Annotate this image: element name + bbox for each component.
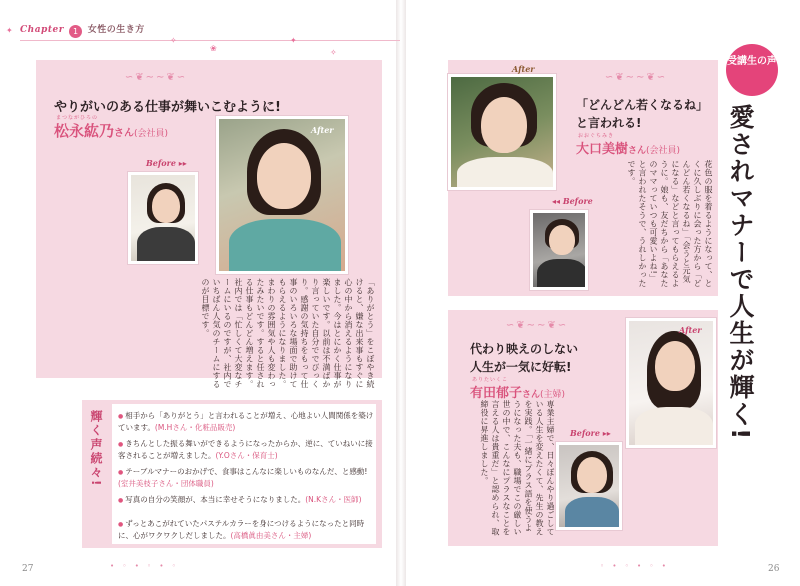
before-tag: Before ▸▸: [146, 158, 187, 168]
story2-name-ruby: ありたいくこ: [472, 377, 509, 383]
story1-before-tag: ◂◂ Before: [552, 196, 593, 206]
story1-person-name: 大口美樹さん(会社員): [576, 142, 681, 157]
voices-title: 輝く声続々!: [89, 410, 103, 488]
left-headline: やりがいのある仕事が舞いこむように!: [54, 100, 281, 115]
voice-item: ● ずっとあこがれていたパステルカラーを身につけるようになったと同時に、心がワクワクしだしました。(高橋眞由美さん・主婦): [118, 519, 365, 540]
name-ruby: まつながひろの: [56, 115, 99, 121]
ornament-icon: ∽❦∼∼❦∽: [505, 320, 569, 331]
ornament-icon: ∽❦∼∼❦∽: [604, 72, 668, 83]
story2-after-photo: [626, 318, 716, 448]
chapter-label: Chapter: [20, 25, 64, 35]
voice-item: ● きちんとした振る舞いができるようになったからか、逆に、ていねいに接客されることが増えました。(Y.Oさん・保育士): [118, 439, 373, 460]
story2-before-photo: [556, 442, 622, 530]
feature-title: 愛されマナーで人生が輝く!: [726, 104, 755, 442]
voices-box: [82, 400, 382, 548]
before-photo: [128, 172, 198, 264]
voices-list: [112, 404, 376, 544]
sparkle-icon: ✧: [330, 48, 337, 57]
person-name: [54, 120, 168, 141]
name-suffix: さん: [114, 128, 135, 139]
page-gutter: [396, 0, 406, 586]
voice-item: ● 相手から「ありがとう」と言われることが増え、心地よい人間関係を築けています。(M.Hさん・化粧品販売): [118, 411, 374, 432]
chapter-title: 女性の生き方: [87, 25, 145, 35]
decorative-dots: • ◦ • ◦ • ◦: [110, 562, 179, 570]
voice-item: ● テーブルマナーのおかげで、食事はこんなに楽しいものなんだ、と感動!(室井美枝子さん・団体職員): [118, 467, 368, 488]
chapter-header: [20, 22, 145, 38]
person-role: (会社員): [134, 129, 169, 139]
name-text: 松永紘乃: [54, 122, 115, 140]
story2-headline-line2: 人生が一気に好転!: [470, 360, 572, 374]
page-number-right: 26: [768, 564, 780, 574]
student-voice-badge: 受講生の声: [726, 44, 778, 96]
after-tag: After: [311, 125, 334, 135]
sparkle-icon: ❀: [210, 44, 217, 53]
story1-after-photo: [448, 74, 556, 190]
story1-body: 花色の服を着るようになって、とくに久しぶりに会った方から「どんどん若くなるね」「会うと元気になる」などと言ってもらえるように。娘も、友だちから「あなたのママっていつも可愛いよね!」と言われたそうで、うれしかったです。: [627, 160, 713, 288]
story1-before-photo: [530, 210, 588, 290]
story2-before-tag: Before ▸▸: [570, 428, 611, 438]
sparkle-icon: ✧: [170, 36, 177, 45]
sparkle-icon: ✦: [290, 36, 297, 45]
story2-person-name: 有田郁子さん(主婦): [470, 386, 566, 401]
story1-headline-line1: 「どんどん若くなるね」: [576, 98, 709, 112]
after-photo: [216, 116, 348, 274]
story1-headline-line2: と言われる!: [576, 116, 642, 130]
story2-after-tag: After: [679, 325, 702, 335]
header-divider: [20, 40, 400, 41]
chapter-number: 1: [69, 25, 82, 38]
story2-headline-line1: 代わり映えのしない: [470, 342, 579, 356]
left-story-body: 「ありがとう」をこぼやき続けると、嫌な出来事もすぐに心の中から消えるようになりました。今はとにかく仕事が楽しいです。以前は不満ばかり言っていた自分ででびっくり。感謝の気持ちをもって仕事のいろいろな場面で助けてもらえるようになりました。まわりの雰囲気や人も変わったみたいです。すると任される仕事もどんどん増えます。社内では「忙しくて大変なチームにいるのですが、社内でいちばん人気のチームにするのが目標です。: [201, 278, 375, 389]
voice-item: ● 写真の自分の笑顔が、本当に幸せそうになりました。(N.Kさん・医師): [118, 495, 362, 504]
sparkle-icon: ✦: [6, 26, 13, 35]
story1-after-tag: After: [512, 64, 535, 74]
story1-name-ruby: おおぐちみき: [578, 133, 615, 139]
decorative-dots: ◦ • ◦ • ◦ •: [600, 562, 669, 570]
page-number-left: 27: [22, 564, 34, 574]
story2-body: 専業主婦で、日々ぼんやり過ごしている人生を変えたくて、先生の教えを実践。「一緒にプラス語を使うようになった夫も、職場でこの厳しい世の中で、こんなにプラスなことを言える人は貴重だ」と認められ、取締役に昇進しました。: [480, 400, 555, 536]
ornament-icon: ∽❦∼∼❦∽: [124, 72, 188, 83]
